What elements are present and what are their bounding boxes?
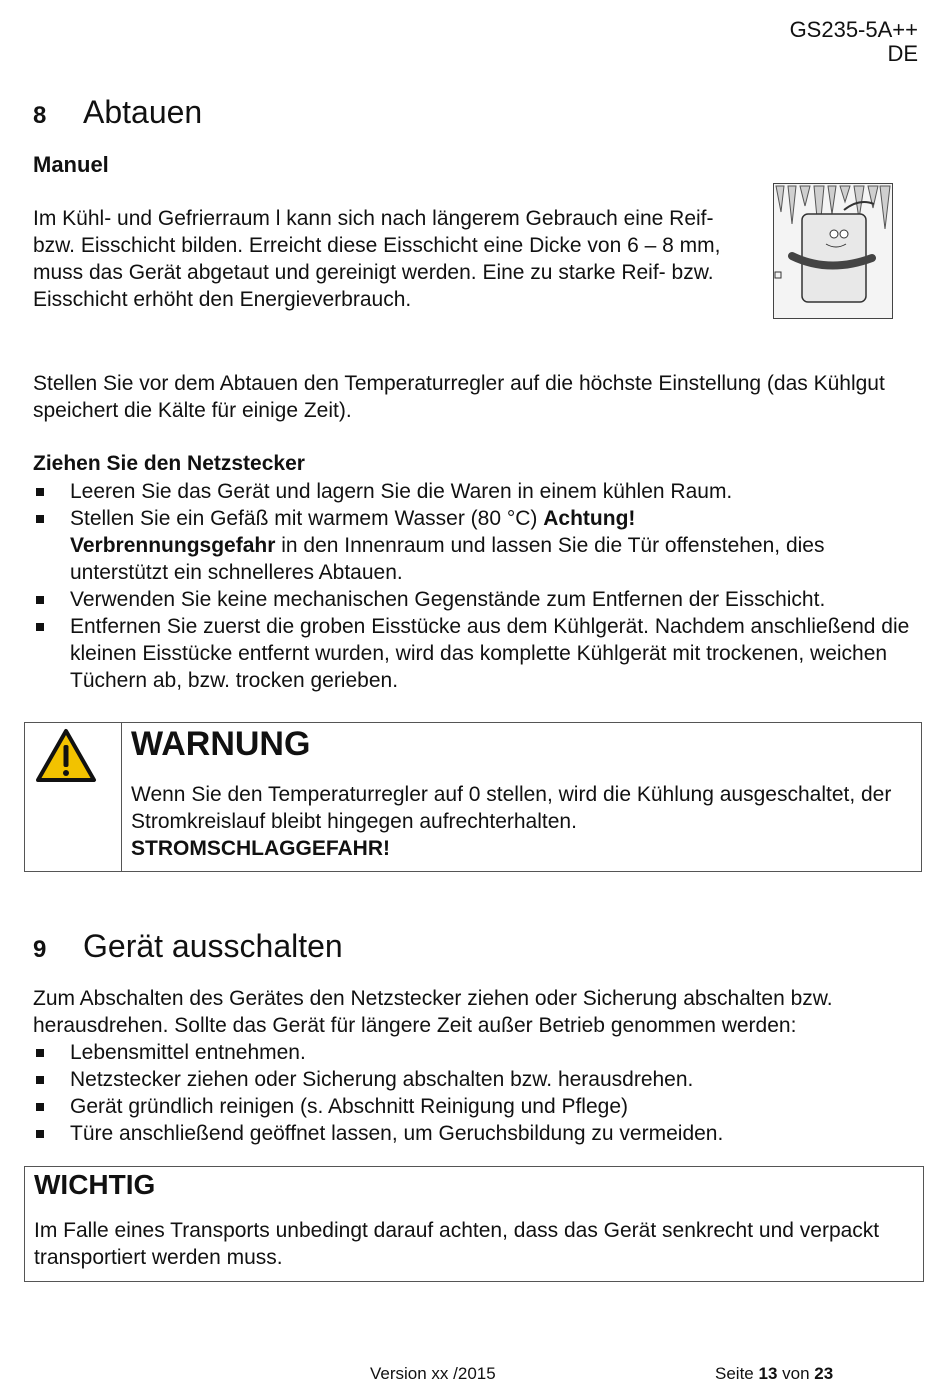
list-item: Leeren Sie das Gerät und lagern Sie die Waren in einem kühlen Raum.	[33, 478, 913, 505]
defrost-illustration	[773, 183, 893, 319]
important-title: WICHTIG	[34, 1169, 156, 1200]
warning-icon-cell	[25, 723, 122, 871]
model-number: GS235-5A++	[789, 17, 918, 42]
shutdown-steps-list	[33, 1039, 913, 1147]
list-item-text: in den Innenraum und lassen Sie die Tür offenstehen, dies unterstützt ein schnelleres Abtauen.	[70, 534, 825, 584]
section-9-heading	[33, 928, 343, 965]
burn-hazard-label: Verbrennungsgefahr	[70, 534, 276, 557]
section-number: 8	[33, 102, 47, 129]
defrost-intro-paragraph: Im Kühl- und Gefrierraum l kann sich nach längerem Gebrauch eine Reif- bzw. Eisschicht bilden. Erreicht diese Eisschicht eine Dicke von 6 – 8 mm, muss das Gerät abgetaut und gereinigt werden. Eine zu starke Reif- bzw. Eisschicht erhöht den Energieverbrauch.	[33, 207, 721, 311]
defrost-steps-list	[33, 478, 913, 694]
electric-shock-warning: STROMSCHLAGGEFAHR!	[131, 837, 390, 860]
language-code: DE	[887, 41, 918, 66]
shutdown-intro-paragraph: Zum Abschalten des Gerätes den Netzstecker ziehen oder Sicherung abschalten bzw. herausdrehen. Sollte das Gerät für längere Zeit außer Betrieb genommen werden:	[33, 987, 833, 1037]
list-item	[33, 505, 913, 586]
page-header	[790, 18, 918, 66]
warning-box	[24, 722, 922, 872]
footer-page-number	[715, 1364, 833, 1384]
warning-message: Wenn Sie den Temperaturregler auf 0 stellen, wird die Kühlung ausgeschaltet, der Stromkreislauf bleibt hingegen aufrechterhalten.	[131, 783, 892, 833]
list-item-text: Stellen Sie ein Gefäß mit warmem Wasser (80 °C)	[70, 507, 544, 530]
iced-freezer-icon	[774, 184, 892, 318]
warning-text	[131, 781, 901, 862]
list-item: Lebensmittel entnehmen.	[33, 1039, 913, 1066]
page-separator: von	[777, 1364, 815, 1383]
warning-triangle-icon	[25, 723, 121, 871]
important-box	[24, 1166, 924, 1282]
page-prefix: Seite	[715, 1364, 759, 1383]
unplug-heading: Ziehen Sie den Netzstecker	[33, 452, 305, 475]
subsection-title: Manuel	[33, 152, 109, 177]
thermostat-paragraph: Stellen Sie vor dem Abtauen den Temperaturregler auf die höchste Einstellung (das Kühlgut speichert die Kälte für einige Zeit).	[33, 372, 885, 422]
section-number: 9	[33, 936, 47, 963]
section-title: Abtauen	[83, 94, 203, 130]
list-item: Verwenden Sie keine mechanischen Gegenstände zum Entfernen der Eisschicht.	[33, 586, 913, 613]
list-item: Türe anschließend geöffnet lassen, um Geruchsbildung zu vermeiden.	[33, 1120, 913, 1147]
caution-label: Achtung!	[543, 507, 636, 530]
footer-version: Version xx /2015	[370, 1364, 496, 1383]
current-page: 13	[758, 1364, 778, 1383]
list-item: Netzstecker ziehen oder Sicherung abschalten bzw. herausdrehen.	[33, 1066, 913, 1093]
section-title: Gerät ausschalten	[83, 928, 343, 964]
total-pages: 23	[814, 1364, 834, 1383]
list-item: Entfernen Sie zuerst die groben Eisstücke aus dem Kühlgerät. Nachdem anschließend die kleinen Eisstücke entfernt wurden, wird das komplette Kühlgerät mit trockenen, weichen Tüchern ab, bzw. trocken gerieben.	[33, 613, 913, 694]
important-text: Im Falle eines Transports unbedingt darauf achten, dass das Gerät senkrecht und verpackt transportiert werden muss.	[34, 1219, 880, 1269]
section-8-heading	[33, 94, 202, 131]
warning-title: WARNUNG	[131, 725, 311, 763]
list-item: Gerät gründlich reinigen (s. Abschnitt Reinigung und Pflege)	[33, 1093, 913, 1120]
